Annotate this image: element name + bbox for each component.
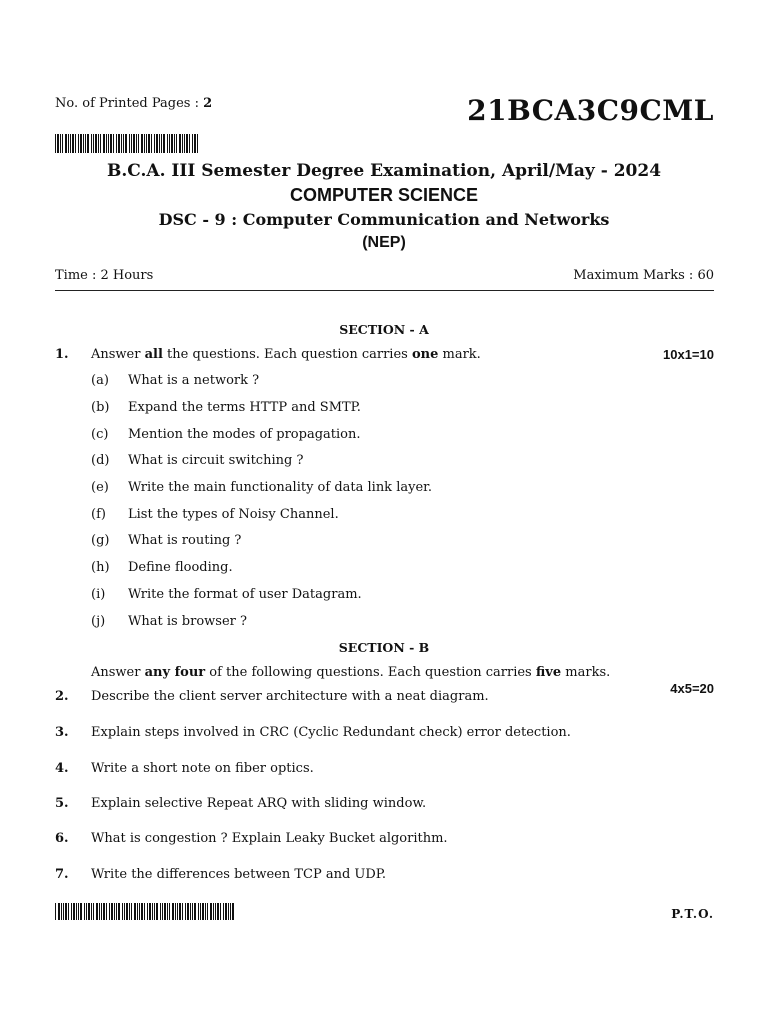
barcode-bar (134, 903, 136, 920)
barcode-bar (179, 903, 181, 920)
barcode-bar (103, 134, 105, 153)
barcode-bar (179, 134, 181, 153)
question-number: 2. (55, 689, 69, 704)
barcode-bar (147, 903, 148, 920)
barcode-bar (83, 134, 84, 153)
barcode-bar (111, 903, 113, 920)
barcode-bar (87, 134, 89, 153)
barcode-bar (101, 903, 102, 920)
question-text: Explain selective Repeat ARQ with sliding window. (91, 796, 427, 811)
question-number: 7. (55, 867, 69, 882)
instruction-text: Answer (91, 347, 145, 362)
barcode-bar (108, 134, 109, 153)
question-text: Explain steps involved in CRC (Cyclic Redundant check) error detection. (91, 725, 571, 740)
barcode-bar (141, 903, 143, 920)
barcode-bar (189, 134, 190, 153)
barcode-bar (228, 903, 229, 920)
sub-question-text: Mention the modes of propagation. (128, 427, 361, 442)
barcode-bar (133, 134, 135, 153)
barcode-bar (232, 903, 234, 920)
barcode-bar (121, 134, 122, 153)
barcode-bar (129, 903, 130, 920)
barcode-bar (118, 134, 120, 153)
barcode-top-bars (55, 134, 198, 153)
barcode-bar (60, 134, 61, 153)
barcode-bar (85, 134, 86, 153)
barcode-bar (184, 134, 185, 153)
course-title: DSC - 9 : Computer Communication and Networks (158, 210, 610, 229)
barcode-bar (55, 134, 56, 153)
barcode-bar (80, 903, 82, 920)
barcode-bar (100, 134, 101, 153)
barcode-bar (137, 903, 138, 920)
question-number: 4. (55, 761, 69, 776)
barcode-bar (182, 134, 183, 153)
barcode-bar (169, 903, 170, 920)
exam-title: B.C.A. III Semester Degree Examination, April/May - 2024 (106, 161, 662, 181)
printed-pages-value: 2 (203, 96, 213, 111)
barcode-bar (125, 134, 127, 153)
barcode-bar (131, 903, 132, 920)
barcode-bar (207, 903, 208, 920)
section-b-heading: SECTION - B (338, 640, 430, 655)
barcode-bar (78, 134, 79, 153)
sub-question-text: Write the main functionality of data link layer. (128, 480, 433, 495)
sub-question-text: Define flooding. (128, 560, 233, 575)
barcode-bar (156, 134, 158, 153)
barcode-bar (175, 903, 176, 920)
max-marks-label: Maximum Marks : 60 (573, 268, 714, 283)
sub-question-text: What is circuit switching ? (128, 453, 304, 468)
barcode-bar (113, 134, 114, 153)
barcode-bar (55, 903, 56, 920)
barcode-bar (171, 134, 173, 153)
sub-question-label: (a) (91, 373, 109, 388)
barcode-bar (118, 903, 120, 920)
barcode-bar (123, 134, 124, 153)
question-number: 6. (55, 831, 69, 846)
barcode-bar (210, 903, 212, 920)
barcode-bar (86, 903, 87, 920)
barcode-bar (220, 903, 221, 920)
barcode-bar (71, 903, 72, 920)
instruction-bold: any four (144, 665, 206, 680)
barcode-bar (144, 134, 145, 153)
sub-question-label: (i) (91, 587, 106, 602)
question-number: 1. (55, 347, 69, 362)
barcode-bar (93, 134, 94, 153)
barcode-bar (70, 134, 71, 153)
barcode-bar (93, 903, 94, 920)
barcode-bar (182, 903, 183, 920)
barcode-bar (73, 903, 75, 920)
barcode-bar (61, 903, 62, 920)
instruction-text: mark. (438, 347, 481, 362)
barcode-bar (136, 134, 137, 153)
barcode-bar (110, 134, 112, 153)
instruction-bold: five (535, 665, 562, 680)
barcode-bar (106, 903, 107, 920)
barcode-top (55, 134, 200, 153)
barcode-bar (122, 903, 123, 920)
instruction-bold: all (144, 347, 163, 362)
barcode-bar (62, 134, 63, 153)
barcode-bar (205, 903, 206, 920)
barcode-bar (176, 134, 177, 153)
barcode-bar (149, 903, 151, 920)
question-number: 5. (55, 796, 69, 811)
pto-label: P.T.O. (671, 907, 714, 921)
barcode-bar (169, 134, 170, 153)
question-text: What is congestion ? Explain Leaky Bucket algorithm. (91, 831, 448, 846)
barcode-bar (96, 903, 98, 920)
barcode-bar (72, 134, 74, 153)
barcode-bar (68, 134, 69, 153)
time-label: Time : 2 Hours (55, 268, 154, 283)
barcode-bar (167, 903, 168, 920)
barcode-bar (126, 903, 128, 920)
barcode-bar (217, 903, 219, 920)
barcode-bar (138, 134, 139, 153)
scheme-label: (NEP) (362, 234, 406, 251)
barcode-bar (213, 903, 214, 920)
barcode-bar (177, 903, 178, 920)
barcode-bar (194, 903, 196, 920)
barcode-bar (186, 134, 188, 153)
barcode-bar (154, 903, 155, 920)
barcode-bar (129, 134, 130, 153)
barcode-bar (141, 134, 143, 153)
instruction-bold: one (411, 347, 439, 362)
barcode-bar (174, 134, 175, 153)
barcode-bar (198, 903, 199, 920)
barcode-bar (88, 903, 90, 920)
barcode-bar (144, 903, 145, 920)
barcode-bar (172, 903, 174, 920)
barcode-bar (146, 134, 147, 153)
barcode-bar (192, 903, 193, 920)
question-text: Write the differences between TCP and UDP. (91, 867, 387, 882)
barcode-bar (185, 903, 186, 920)
sub-question-label: (h) (91, 560, 110, 575)
barcode-bar (131, 134, 132, 153)
barcode-bar (148, 134, 150, 153)
barcode-bar (109, 903, 110, 920)
barcode-bar (65, 903, 67, 920)
section-a-marks: 10x1=10 (663, 347, 714, 362)
barcode-bar (80, 134, 82, 153)
barcode-bar (152, 903, 153, 920)
sub-question-label: (d) (91, 453, 110, 468)
barcode-bar (161, 134, 162, 153)
barcode-bar (106, 134, 107, 153)
question-text: Describe the client server architecture with a neat diagram. (91, 689, 489, 704)
barcode-bar (98, 134, 99, 153)
sub-question-label: (c) (91, 427, 109, 442)
barcode-bar (58, 903, 60, 920)
sub-question-label: (f) (91, 507, 106, 522)
barcode-bar (154, 134, 155, 153)
barcode-bar (200, 903, 201, 920)
printed-pages (55, 96, 212, 111)
barcode-bar (124, 903, 125, 920)
barcode-bar (116, 903, 117, 920)
barcode-bar (63, 903, 64, 920)
barcode-bar (163, 134, 165, 153)
subject-title: COMPUTER SCIENCE (289, 185, 478, 205)
barcode-bar (202, 903, 204, 920)
barcode-bar (91, 134, 92, 153)
sub-question-text: What is browser ? (128, 614, 247, 629)
barcode-bottom (55, 903, 235, 920)
sub-question-text: Write the format of user Datagram. (128, 587, 362, 602)
sub-question-text: What is routing ? (128, 533, 242, 548)
barcode-bar (95, 134, 97, 153)
barcode-bar (215, 903, 216, 920)
barcode-bar (114, 903, 115, 920)
barcode-bar (103, 903, 105, 920)
sub-question-label: (e) (91, 480, 109, 495)
section-a-instruction (91, 347, 481, 362)
sub-question-text: Expand the terms HTTP and SMTP. (128, 400, 361, 415)
barcode-bar (159, 134, 160, 153)
barcode-bar (76, 903, 77, 920)
barcode-bar (151, 134, 152, 153)
barcode-bar (187, 903, 189, 920)
sub-question-label: (j) (91, 614, 106, 629)
paper-code: 21BCA3C9CML (467, 94, 714, 127)
barcode-bar (194, 134, 196, 153)
barcode-bar (91, 903, 92, 920)
barcode-bar (164, 903, 166, 920)
header-divider (55, 290, 714, 291)
printed-pages-label: No. of Printed Pages : (55, 96, 199, 111)
barcode-bar (190, 903, 191, 920)
barcode-bar (84, 903, 85, 920)
barcode-bar (68, 903, 69, 920)
barcode-bar (116, 134, 117, 153)
instruction-text: Answer (91, 665, 145, 680)
sub-question-label: (g) (91, 533, 110, 548)
barcode-bar (162, 903, 163, 920)
instruction-text: marks. (561, 665, 611, 680)
instruction-text: the questions. Each question carries (162, 347, 412, 362)
barcode-bar (225, 903, 227, 920)
barcode-bar (156, 903, 158, 920)
barcode-bar (139, 903, 140, 920)
question-text: Write a short note on fiber optics. (91, 761, 314, 776)
question-number: 3. (55, 725, 69, 740)
instruction-text: of the following questions. Each question carries (205, 665, 536, 680)
barcode-bottom-bars (55, 903, 234, 920)
barcode-bar (57, 134, 59, 153)
barcode-bar (197, 134, 198, 153)
barcode-bar (75, 134, 76, 153)
sub-question-text: List the types of Noisy Channel. (128, 507, 339, 522)
barcode-bar (192, 134, 193, 153)
barcode-bar (223, 903, 224, 920)
section-b-marks: 4x5=20 (670, 681, 714, 696)
section-a-heading: SECTION - A (339, 322, 429, 337)
barcode-bar (167, 134, 168, 153)
section-b-instruction (91, 665, 610, 680)
sub-question-label: (b) (91, 400, 110, 415)
sub-question-text: What is a network ? (128, 373, 260, 388)
barcode-bar (160, 903, 161, 920)
barcode-bar (230, 903, 231, 920)
barcode-bar (65, 134, 67, 153)
barcode-bar (99, 903, 100, 920)
barcode-bar (78, 903, 79, 920)
